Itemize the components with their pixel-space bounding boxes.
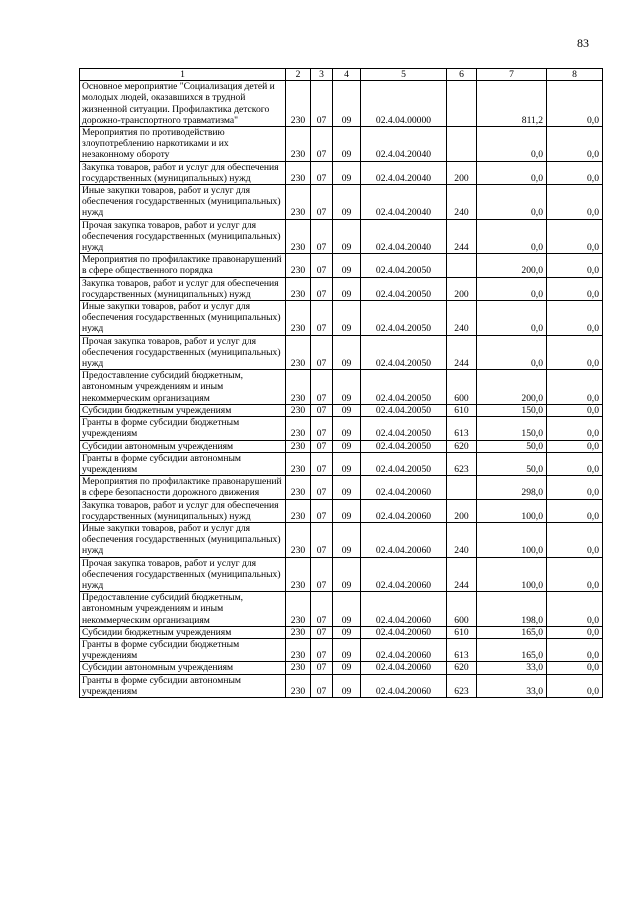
row-amount-cell: 200,0 [477,370,547,405]
table-header-row [80,69,603,81]
row-target-article-cell: 02.4.04.20040 [361,127,447,162]
row-section-cell: 07 [311,254,333,277]
row-section-cell: 07 [311,662,333,674]
table-row [80,522,603,557]
row-target-article-cell: 02.4.04.20050 [361,440,447,452]
row-section-cell: 07 [311,638,333,661]
row-target-article-cell: 02.4.04.20040 [361,219,447,254]
table-row [80,638,603,661]
row-subsection-cell: 09 [333,277,361,300]
row-expense-type-cell: 610 [447,404,477,416]
row-name-cell: Субсидии автономным учреждениям [80,440,286,452]
row-amount-2-cell: 0,0 [547,301,603,336]
row-name-cell: Прочая закупка товаров, работ и услуг для обеспечения государственных (муниципальных) нужд [80,557,286,592]
row-ministry-code-cell: 230 [286,522,311,557]
row-target-article-cell: 02.4.04.20050 [361,254,447,277]
row-amount-cell: 0,0 [477,277,547,300]
table-row [80,476,603,499]
row-name-cell: Мероприятия по профилактике правонарушений в сфере безопасности дорожного движения [80,476,286,499]
row-amount-2-cell: 0,0 [547,185,603,220]
row-amount-2-cell: 0,0 [547,81,603,127]
row-amount-2-cell: 0,0 [547,522,603,557]
table-row [80,592,603,627]
row-expense-type-cell: 200 [447,277,477,300]
row-expense-type-cell: 200 [447,161,477,184]
row-subsection-cell: 09 [333,417,361,440]
table-row [80,370,603,405]
row-expense-type-cell: 240 [447,301,477,336]
row-expense-type-cell: 610 [447,626,477,638]
row-ministry-code-cell: 230 [286,557,311,592]
row-amount-cell: 0,0 [477,161,547,184]
row-target-article-cell: 02.4.04.20040 [361,161,447,184]
row-name-cell: Прочая закупка товаров, работ и услуг для обеспечения государственных (муниципальных) нужд [80,335,286,370]
row-amount-cell: 50,0 [477,440,547,452]
row-subsection-cell: 09 [333,592,361,627]
row-target-article-cell: 02.4.04.20050 [361,277,447,300]
table-row [80,417,603,440]
row-section-cell: 07 [311,626,333,638]
row-name-cell: Закупка товаров, работ и услуг для обеспечения государственных (муниципальных) нужд [80,277,286,300]
header-cell-7: 7 [477,69,547,81]
row-subsection-cell: 09 [333,452,361,475]
row-amount-2-cell: 0,0 [547,499,603,522]
row-amount-2-cell: 0,0 [547,404,603,416]
row-name-cell: Иные закупки товаров, работ и услуг для обеспечения государственных (муниципальных) нужд [80,185,286,220]
row-amount-2-cell: 0,0 [547,219,603,254]
row-expense-type-cell: 613 [447,417,477,440]
row-amount-2-cell: 0,0 [547,452,603,475]
row-target-article-cell: 02.4.04.20050 [361,370,447,405]
row-target-article-cell: 02.4.04.20060 [361,674,447,697]
row-name-cell: Предоставление субсидий бюджетным, автономным учреждениям и иным некоммерческим организациям [80,592,286,627]
header-cell-4: 4 [333,69,361,81]
row-ministry-code-cell: 230 [286,161,311,184]
row-amount-2-cell: 0,0 [547,592,603,627]
row-amount-2-cell: 0,0 [547,254,603,277]
row-subsection-cell: 09 [333,499,361,522]
row-amount-cell: 0,0 [477,335,547,370]
row-name-cell: Гранты в форме субсидии автономным учреждениям [80,674,286,697]
row-expense-type-cell [447,81,477,127]
row-amount-cell: 150,0 [477,417,547,440]
table-row [80,674,603,697]
row-expense-type-cell: 620 [447,662,477,674]
row-ministry-code-cell: 230 [286,674,311,697]
row-subsection-cell: 09 [333,161,361,184]
row-amount-2-cell: 0,0 [547,476,603,499]
row-amount-cell: 100,0 [477,499,547,522]
row-section-cell: 07 [311,522,333,557]
row-target-article-cell: 02.4.04.20040 [361,185,447,220]
row-target-article-cell: 02.4.04.20060 [361,592,447,627]
row-target-article-cell: 02.4.04.20050 [361,417,447,440]
row-name-cell: Иные закупки товаров, работ и услуг для обеспечения государственных (муниципальных) нужд [80,522,286,557]
row-subsection-cell: 09 [333,557,361,592]
row-section-cell: 07 [311,370,333,405]
row-amount-2-cell: 0,0 [547,127,603,162]
row-amount-cell: 811,2 [477,81,547,127]
table-row [80,161,603,184]
header-cell-2: 2 [286,69,311,81]
row-amount-cell: 33,0 [477,674,547,697]
row-amount-2-cell: 0,0 [547,674,603,697]
table-row [80,335,603,370]
row-target-article-cell: 02.4.04.20050 [361,404,447,416]
row-expense-type-cell: 244 [447,557,477,592]
row-ministry-code-cell: 230 [286,81,311,127]
row-name-cell: Иные закупки товаров, работ и услуг для обеспечения государственных (муниципальных) нужд [80,301,286,336]
row-ministry-code-cell: 230 [286,301,311,336]
row-ministry-code-cell: 230 [286,185,311,220]
table-row [80,557,603,592]
row-ministry-code-cell: 230 [286,277,311,300]
row-amount-cell: 198,0 [477,592,547,627]
row-ministry-code-cell: 230 [286,452,311,475]
row-expense-type-cell: 600 [447,592,477,627]
row-name-cell: Закупка товаров, работ и услуг для обеспечения государственных (муниципальных) нужд [80,161,286,184]
row-subsection-cell: 09 [333,81,361,127]
row-amount-cell: 100,0 [477,557,547,592]
row-expense-type-cell: 240 [447,522,477,557]
table-row [80,81,603,127]
header-cell-6: 6 [447,69,477,81]
row-subsection-cell: 09 [333,662,361,674]
row-ministry-code-cell: 230 [286,662,311,674]
row-ministry-code-cell: 230 [286,499,311,522]
row-name-cell: Гранты в форме субсидии автономным учреждениям [80,452,286,475]
row-amount-cell: 0,0 [477,219,547,254]
table-row [80,127,603,162]
row-section-cell: 07 [311,301,333,336]
row-section-cell: 07 [311,127,333,162]
row-ministry-code-cell: 230 [286,254,311,277]
row-ministry-code-cell: 230 [286,127,311,162]
row-expense-type-cell: 620 [447,440,477,452]
header-cell-5: 5 [361,69,447,81]
row-expense-type-cell: 200 [447,499,477,522]
row-ministry-code-cell: 230 [286,440,311,452]
row-ministry-code-cell: 230 [286,335,311,370]
row-section-cell: 07 [311,277,333,300]
row-subsection-cell: 09 [333,522,361,557]
row-ministry-code-cell: 230 [286,417,311,440]
row-name-cell: Мероприятия по противодействию злоупотреблению наркотиками и их незаконному обороту [80,127,286,162]
row-amount-cell: 0,0 [477,185,547,220]
row-target-article-cell: 02.4.04.00000 [361,81,447,127]
row-section-cell: 07 [311,335,333,370]
row-amount-cell: 33,0 [477,662,547,674]
row-amount-2-cell: 0,0 [547,557,603,592]
row-amount-cell: 0,0 [477,127,547,162]
row-subsection-cell: 09 [333,674,361,697]
header-cell-8: 8 [547,69,603,81]
row-name-cell: Субсидии бюджетным учреждениям [80,626,286,638]
row-amount-cell: 200,0 [477,254,547,277]
row-section-cell: 07 [311,499,333,522]
row-subsection-cell: 09 [333,301,361,336]
row-amount-2-cell: 0,0 [547,626,603,638]
table-row [80,452,603,475]
table-row [80,301,603,336]
row-target-article-cell: 02.4.04.20060 [361,476,447,499]
row-section-cell: 07 [311,452,333,475]
row-name-cell: Предоставление субсидий бюджетным, автономным учреждениям и иным некоммерческим организациям [80,370,286,405]
row-subsection-cell: 09 [333,626,361,638]
row-target-article-cell: 02.4.04.20060 [361,626,447,638]
row-amount-cell: 0,0 [477,301,547,336]
row-target-article-cell: 02.4.04.20050 [361,452,447,475]
row-section-cell: 07 [311,440,333,452]
page-number: 83 [577,36,589,50]
table-row [80,499,603,522]
row-name-cell: Прочая закупка товаров, работ и услуг для обеспечения государственных (муниципальных) нужд [80,219,286,254]
row-section-cell: 07 [311,417,333,440]
row-subsection-cell: 09 [333,476,361,499]
row-name-cell: Субсидии бюджетным учреждениям [80,404,286,416]
row-target-article-cell: 02.4.04.20050 [361,335,447,370]
row-ministry-code-cell: 230 [286,370,311,405]
row-name-cell: Гранты в форме субсидии бюджетным учреждениям [80,417,286,440]
row-expense-type-cell: 623 [447,452,477,475]
row-section-cell: 07 [311,404,333,416]
row-target-article-cell: 02.4.04.20050 [361,301,447,336]
header-cell-1: 1 [80,69,286,81]
row-ministry-code-cell: 230 [286,592,311,627]
row-target-article-cell: 02.4.04.20060 [361,638,447,661]
row-target-article-cell: 02.4.04.20060 [361,557,447,592]
row-amount-cell: 100,0 [477,522,547,557]
row-subsection-cell: 09 [333,638,361,661]
table-row [80,662,603,674]
row-expense-type-cell [447,127,477,162]
row-name-cell: Мероприятия по профилактике правонарушений в сфере общественного порядка [80,254,286,277]
row-section-cell: 07 [311,476,333,499]
row-name-cell: Основное мероприятие "Социализация детей и молодых людей, оказавшихся в трудной жизненной ситуации. Профилактика детского дорожно-транспортного травматизма" [80,81,286,127]
table-row [80,185,603,220]
row-subsection-cell: 09 [333,185,361,220]
row-ministry-code-cell: 230 [286,404,311,416]
row-section-cell: 07 [311,557,333,592]
row-section-cell: 07 [311,219,333,254]
row-target-article-cell: 02.4.04.20060 [361,499,447,522]
row-ministry-code-cell: 230 [286,638,311,661]
row-subsection-cell: 09 [333,219,361,254]
row-ministry-code-cell: 230 [286,219,311,254]
row-section-cell: 07 [311,185,333,220]
row-section-cell: 07 [311,81,333,127]
row-amount-2-cell: 0,0 [547,370,603,405]
row-amount-cell: 165,0 [477,638,547,661]
row-amount-cell: 165,0 [477,626,547,638]
table-row [80,626,603,638]
table-row [80,440,603,452]
table-row [80,277,603,300]
row-expense-type-cell: 623 [447,674,477,697]
row-amount-2-cell: 0,0 [547,662,603,674]
row-amount-cell: 50,0 [477,452,547,475]
row-name-cell: Закупка товаров, работ и услуг для обеспечения государственных (муниципальных) нужд [80,499,286,522]
row-amount-2-cell: 0,0 [547,440,603,452]
row-amount-2-cell: 0,0 [547,277,603,300]
row-amount-2-cell: 0,0 [547,335,603,370]
row-expense-type-cell: 240 [447,185,477,220]
row-section-cell: 07 [311,161,333,184]
row-ministry-code-cell: 230 [286,476,311,499]
row-subsection-cell: 09 [333,127,361,162]
table-row [80,404,603,416]
row-target-article-cell: 02.4.04.20060 [361,522,447,557]
row-subsection-cell: 09 [333,404,361,416]
row-subsection-cell: 09 [333,254,361,277]
row-subsection-cell: 09 [333,335,361,370]
row-expense-type-cell [447,476,477,499]
row-name-cell: Гранты в форме субсидии бюджетным учреждениям [80,638,286,661]
row-subsection-cell: 09 [333,440,361,452]
row-subsection-cell: 09 [333,370,361,405]
header-cell-3: 3 [311,69,333,81]
row-target-article-cell: 02.4.04.20060 [361,662,447,674]
row-ministry-code-cell: 230 [286,626,311,638]
row-amount-2-cell: 0,0 [547,161,603,184]
row-name-cell: Субсидии автономным учреждениям [80,662,286,674]
row-amount-cell: 150,0 [477,404,547,416]
table-row [80,219,603,254]
row-section-cell: 07 [311,674,333,697]
row-amount-2-cell: 0,0 [547,417,603,440]
table-row [80,254,603,277]
row-expense-type-cell: 244 [447,335,477,370]
row-section-cell: 07 [311,592,333,627]
row-expense-type-cell [447,254,477,277]
row-expense-type-cell: 613 [447,638,477,661]
row-amount-cell: 298,0 [477,476,547,499]
row-expense-type-cell: 600 [447,370,477,405]
budget-table [79,68,603,698]
row-amount-2-cell: 0,0 [547,638,603,661]
row-expense-type-cell: 244 [447,219,477,254]
